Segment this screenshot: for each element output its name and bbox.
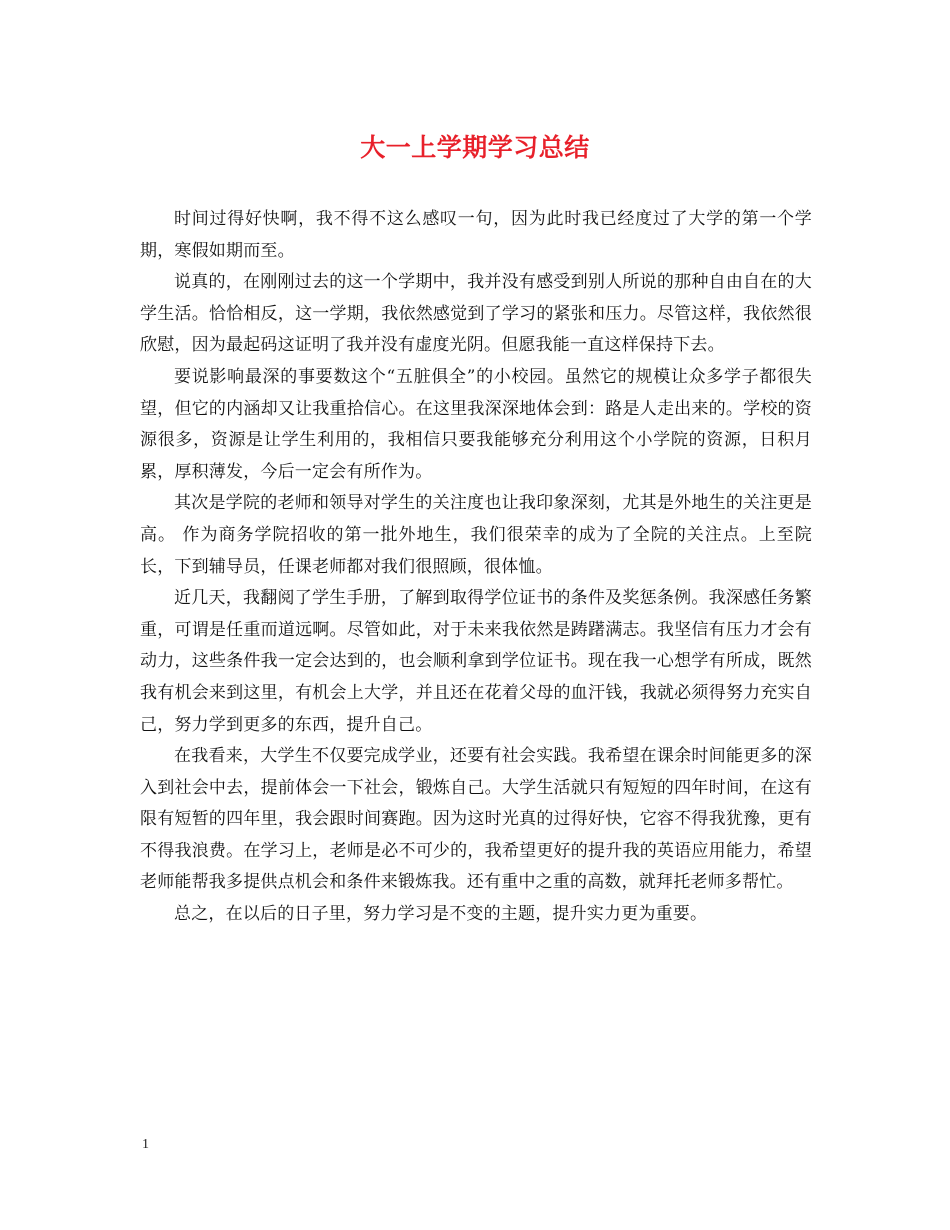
paragraph: 说真的，在刚刚过去的这一个学期中，我并没有感受到别人所说的那种自由自在的大学生活。恰恰相反，这一学期，我依然感觉到了学习的紧张和压力。尽管这样，我依然很欣慰，因为最起码这证明了我并没有虚度光阴。但愿我能一直这样保持下去。 [140, 272, 812, 356]
paragraph: 近几天，我翻阅了学生手册，了解到取得学位证书的条件及奖惩条例。我深感任务繁重，可谓是任重而道远啊。尽管如此，对于未来我依然是踌躇满志。我坚信有压力才会有动力，这些条件我一定会达到的，也会顺利拿到学位证书。现在我一心想学有所成，既然我有机会来到这里，有机会上大学，并且还在花着父母的血汗钱，我就必须得努力充实自己，努力学到更多的东西，提升自己。 [140, 588, 812, 735]
page-number: 1 [142, 1137, 149, 1152]
paragraph: 总之，在以后的日子里，努力学习是不变的主题，提升实力更为重要。 [174, 904, 708, 925]
document-title: 大一上学期学习总结 [360, 133, 590, 162]
paragraph: 在我看来，大学生不仅要完成学业，还要有社会实践。我希望在课余时间能更多的深入到社会中去，提前体会一下社会，锻炼自己。大学生活就只有短短的四年时间，在这有限有短暂的四年里，我会跟时间赛跑。因为这时光真的过得好快，它容不得我犹豫，更有不得我浪费。在学习上，老师是必不可少的，我希望更好的提升我的英语应用能力，希望老师能帮我多提供点机会和条件来锻炼我。还有重中之重的高数，就拜托老师多帮忙。 [140, 746, 812, 893]
paragraph: 要说影响最深的事要数这个“五脏俱全”的小校园。虽然它的规模让众多学子都很失望，但它的内涵却又让我重拾信心。在这里我深深地体会到：路是人走出来的。学校的资源很多，资源是让学生利用的，我相信只要我能够充分利用这个小学院的资源，日积月累，厚积薄发，今后一定会有所作为。 [140, 366, 812, 482]
document-body [140, 204, 812, 931]
paragraph: 其次是学院的老师和领导对学生的关注度也让我印象深刻，尤其是外地生的关注更是高。 作为商务学院招收的第一批外地生，我们很荣幸的成为了全院的关注点。上至院长，下到辅导员，任课老师都对我们很照顾，很体恤。 [140, 493, 812, 577]
paragraph: 时间过得好快啊，我不得不这么感叹一句，因为此时我已经度过了大学的第一个学期，寒假如期而至。 [140, 209, 812, 261]
